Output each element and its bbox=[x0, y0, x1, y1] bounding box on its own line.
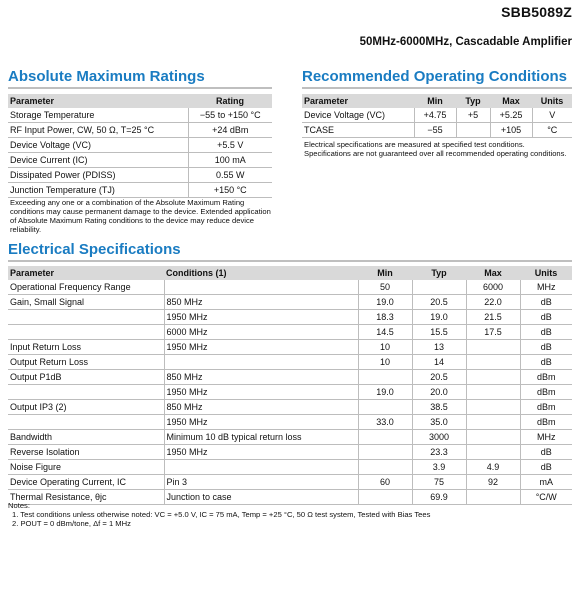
min-cell bbox=[358, 445, 412, 460]
note-2: 2. POUT = 0 dBm/tone, Δf = 1 MHz bbox=[12, 519, 131, 528]
rec-op-table bbox=[302, 94, 572, 138]
rating-cell: +5.5 V bbox=[188, 138, 272, 153]
max-cell bbox=[466, 430, 520, 445]
max-cell: +105 bbox=[490, 123, 532, 138]
typ-cell: 23.3 bbox=[412, 445, 466, 460]
typ-cell: 35.0 bbox=[412, 415, 466, 430]
parameter-cell: Reverse Isolation bbox=[8, 445, 164, 460]
units-cell: mA bbox=[520, 475, 572, 490]
conditions-cell: Junction to case bbox=[164, 490, 358, 505]
parameter-cell: Device Operating Current, IC bbox=[8, 475, 164, 490]
conditions-cell: 1950 MHz bbox=[164, 415, 358, 430]
parameter-cell bbox=[8, 325, 164, 340]
col-parameter: Parameter bbox=[8, 94, 188, 108]
typ-cell: 75 bbox=[412, 475, 466, 490]
col-typ: Typ bbox=[456, 94, 490, 108]
parameter-cell bbox=[8, 385, 164, 400]
rating-cell: −55 to +150 °C bbox=[188, 108, 272, 123]
col-min: Min bbox=[358, 266, 412, 280]
units-cell: dB bbox=[520, 295, 572, 310]
typ-cell: 13 bbox=[412, 340, 466, 355]
typ-cell: +5 bbox=[456, 108, 490, 123]
units-cell: dB bbox=[520, 460, 572, 475]
typ-cell: 20.5 bbox=[412, 370, 466, 385]
units-cell: dB bbox=[520, 355, 572, 370]
table-row bbox=[8, 123, 272, 138]
max-cell: 21.5 bbox=[466, 310, 520, 325]
table-row bbox=[8, 415, 572, 430]
typ-cell: 14 bbox=[412, 355, 466, 370]
parameter-cell: Device Current (IC) bbox=[8, 153, 188, 168]
part-number: SBB5089Z bbox=[501, 4, 572, 20]
units-cell: MHz bbox=[520, 280, 572, 295]
max-cell bbox=[466, 370, 520, 385]
table-row bbox=[302, 108, 572, 123]
min-cell bbox=[358, 370, 412, 385]
col-rating: Rating bbox=[188, 94, 272, 108]
col-units: Units bbox=[520, 266, 572, 280]
conditions-cell: Pin 3 bbox=[164, 475, 358, 490]
parameter-cell: RF Input Power, CW, 50 Ω, T=25 °C bbox=[8, 123, 188, 138]
conditions-cell bbox=[164, 280, 358, 295]
parameter-cell: Output Return Loss bbox=[8, 355, 164, 370]
max-cell bbox=[466, 445, 520, 460]
table-row bbox=[8, 325, 572, 340]
parameter-cell: Input Return Loss bbox=[8, 340, 164, 355]
table-row bbox=[8, 310, 572, 325]
units-cell: dBm bbox=[520, 415, 572, 430]
rating-cell: 100 mA bbox=[188, 153, 272, 168]
elec-spec-table bbox=[8, 266, 572, 505]
conditions-cell: 1950 MHz bbox=[164, 385, 358, 400]
table-row bbox=[8, 340, 572, 355]
units-cell: dBm bbox=[520, 400, 572, 415]
typ-cell: 3000 bbox=[412, 430, 466, 445]
table-row bbox=[8, 280, 572, 295]
conditions-cell: 6000 MHz bbox=[164, 325, 358, 340]
table-row bbox=[8, 400, 572, 415]
parameter-cell: Device Voltage (VC) bbox=[8, 138, 188, 153]
rec-op-title: Recommended Operating Conditions bbox=[302, 68, 568, 85]
typ-cell: 38.5 bbox=[412, 400, 466, 415]
abs-max-rule bbox=[8, 87, 272, 89]
units-cell: °C/W bbox=[520, 490, 572, 505]
conditions-cell bbox=[164, 355, 358, 370]
table-row bbox=[8, 445, 572, 460]
parameter-cell: Output IP3 (2) bbox=[8, 400, 164, 415]
min-cell: 14.5 bbox=[358, 325, 412, 340]
part-subtitle: 50MHz-6000MHz, Cascadable Amplifier bbox=[359, 36, 572, 48]
max-cell bbox=[466, 340, 520, 355]
max-cell bbox=[466, 415, 520, 430]
typ-cell: 19.0 bbox=[412, 310, 466, 325]
conditions-cell: 1950 MHz bbox=[164, 340, 358, 355]
units-cell: dB bbox=[520, 340, 572, 355]
typ-cell: 20.5 bbox=[412, 295, 466, 310]
max-cell: +5.25 bbox=[490, 108, 532, 123]
min-cell: −55 bbox=[414, 123, 456, 138]
conditions-cell: 1950 MHz bbox=[164, 445, 358, 460]
typ-cell: 69.9 bbox=[412, 490, 466, 505]
table-row bbox=[302, 123, 572, 138]
abs-max-table bbox=[8, 94, 272, 198]
parameter-cell: Dissipated Power (PDISS) bbox=[8, 168, 188, 183]
conditions-cell: 850 MHz bbox=[164, 400, 358, 415]
units-cell: V bbox=[532, 108, 572, 123]
table-row bbox=[8, 460, 572, 475]
table-row bbox=[8, 168, 272, 183]
min-cell: 19.0 bbox=[358, 295, 412, 310]
min-cell: 33.0 bbox=[358, 415, 412, 430]
table-row bbox=[8, 430, 572, 445]
typ-cell: 15.5 bbox=[412, 325, 466, 340]
table-row bbox=[8, 295, 572, 310]
min-cell: 19.0 bbox=[358, 385, 412, 400]
parameter-cell: Operational Frequency Range bbox=[8, 280, 164, 295]
rating-cell: +24 dBm bbox=[188, 123, 272, 138]
abs-max-note: Exceeding any one or a combination of the Absolute Maximum Rating conditions may cause permanent damage to the device. Extended application of Absolute Maximum Rating conditions to the device may reduce device reliability. bbox=[10, 198, 271, 234]
typ-cell bbox=[412, 280, 466, 295]
max-cell: 6000 bbox=[466, 280, 520, 295]
conditions-cell: Minimum 10 dB typical return loss bbox=[164, 430, 358, 445]
rec-op-rule bbox=[302, 87, 572, 89]
table-row bbox=[8, 153, 272, 168]
col-units: Units bbox=[532, 94, 572, 108]
typ-cell: 3.9 bbox=[412, 460, 466, 475]
units-cell: dBm bbox=[520, 370, 572, 385]
typ-cell bbox=[456, 123, 490, 138]
col-max: Max bbox=[490, 94, 532, 108]
col-parameter: Parameter bbox=[8, 266, 164, 280]
note-1: 1. Test conditions unless otherwise noted: VC = +5.0 V, IC = 75 mA, Temp = +25 °C, 50 Ω test system, Tested with Bias Tees bbox=[12, 510, 431, 519]
min-cell: +4.75 bbox=[414, 108, 456, 123]
units-cell: MHz bbox=[520, 430, 572, 445]
parameter-cell: TCASE bbox=[302, 123, 414, 138]
parameter-cell: Junction Temperature (TJ) bbox=[8, 183, 188, 198]
min-cell bbox=[358, 400, 412, 415]
min-cell: 10 bbox=[358, 340, 412, 355]
table-row bbox=[8, 138, 272, 153]
max-cell bbox=[466, 400, 520, 415]
max-cell bbox=[466, 490, 520, 505]
col-conditions: Conditions (1) bbox=[164, 266, 358, 280]
table-row bbox=[8, 475, 572, 490]
parameter-cell: Bandwidth bbox=[8, 430, 164, 445]
col-parameter: Parameter bbox=[302, 94, 414, 108]
units-cell: dB bbox=[520, 445, 572, 460]
min-cell bbox=[358, 460, 412, 475]
max-cell bbox=[466, 355, 520, 370]
min-cell: 60 bbox=[358, 475, 412, 490]
table-row bbox=[8, 370, 572, 385]
table-row bbox=[8, 355, 572, 370]
conditions-cell: 850 MHz bbox=[164, 295, 358, 310]
parameter-cell: Output P1dB bbox=[8, 370, 164, 385]
parameter-cell: Device Voltage (VC) bbox=[302, 108, 414, 123]
parameter-cell: Noise Figure bbox=[8, 460, 164, 475]
units-cell: dBm bbox=[520, 385, 572, 400]
col-max: Max bbox=[466, 266, 520, 280]
units-cell: dB bbox=[520, 310, 572, 325]
min-cell bbox=[358, 490, 412, 505]
conditions-cell bbox=[164, 460, 358, 475]
abs-max-title: Absolute Maximum Ratings bbox=[8, 68, 205, 85]
table-row bbox=[8, 490, 572, 505]
notes-heading: Notes: bbox=[8, 501, 30, 510]
units-cell: °C bbox=[532, 123, 572, 138]
table-row bbox=[8, 183, 272, 198]
min-cell: 18.3 bbox=[358, 310, 412, 325]
min-cell: 50 bbox=[358, 280, 412, 295]
table-row bbox=[8, 108, 272, 123]
parameter-cell: Storage Temperature bbox=[8, 108, 188, 123]
min-cell bbox=[358, 430, 412, 445]
rating-cell: +150 °C bbox=[188, 183, 272, 198]
min-cell: 10 bbox=[358, 355, 412, 370]
col-min: Min bbox=[414, 94, 456, 108]
rating-cell: 0.55 W bbox=[188, 168, 272, 183]
rec-op-note: Electrical specifications are measured at specified test conditions. Specifications are not guaranteed over all recommended operating conditions. bbox=[304, 140, 567, 158]
parameter-cell: Thermal Resistance, θjc bbox=[8, 490, 164, 505]
max-cell bbox=[466, 385, 520, 400]
parameter-cell: Gain, Small Signal bbox=[8, 295, 164, 310]
conditions-cell: 1950 MHz bbox=[164, 310, 358, 325]
conditions-cell: 850 MHz bbox=[164, 370, 358, 385]
elec-spec-rule bbox=[8, 260, 572, 262]
parameter-cell bbox=[8, 310, 164, 325]
max-cell: 22.0 bbox=[466, 295, 520, 310]
table-row bbox=[8, 385, 572, 400]
units-cell: dB bbox=[520, 325, 572, 340]
parameter-cell bbox=[8, 415, 164, 430]
typ-cell: 20.0 bbox=[412, 385, 466, 400]
max-cell: 17.5 bbox=[466, 325, 520, 340]
col-typ: Typ bbox=[412, 266, 466, 280]
elec-spec-title: Electrical Specifications bbox=[8, 241, 181, 258]
max-cell: 4.9 bbox=[466, 460, 520, 475]
max-cell: 92 bbox=[466, 475, 520, 490]
